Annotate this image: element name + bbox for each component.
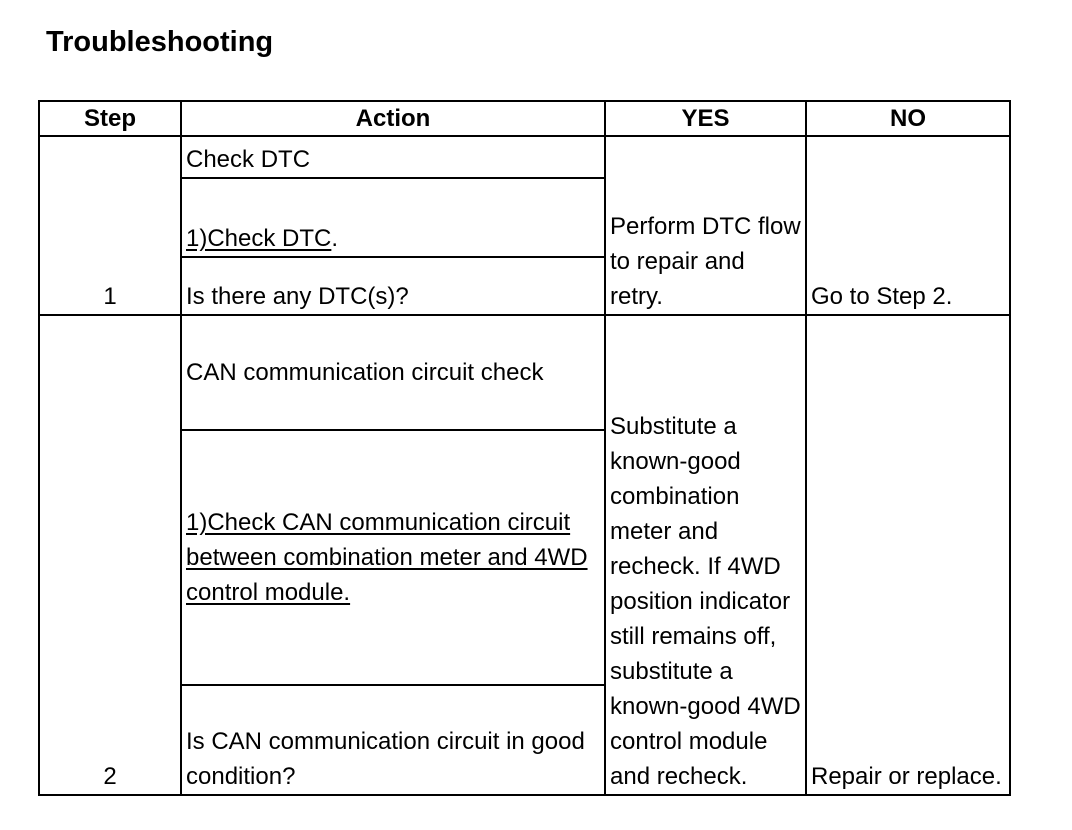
action-question: Is there any DTC(s)? — [181, 257, 605, 315]
action-instruction-text: 1)Check DTC — [186, 225, 332, 252]
column-header-no: NO — [806, 101, 1010, 136]
action-instruction-suffix: . — [331, 225, 339, 252]
yes-result: Substitute a known-good combination meter and recheck. If 4WD position indicator still remains off, substitute a known-good 4WD control module and recheck. — [605, 315, 806, 795]
action-instruction — [181, 430, 605, 685]
step-number: 1 — [39, 136, 181, 315]
action-instruction — [181, 178, 605, 257]
table-row — [39, 315, 1010, 430]
action-instruction-text: 1)Check CAN communication circuit between combination meter and 4WD control module. — [186, 509, 588, 606]
table-row — [39, 136, 1010, 178]
no-result: Go to Step 2. — [806, 136, 1010, 315]
column-header-step: Step — [39, 101, 181, 136]
column-header-yes: YES — [605, 101, 806, 136]
no-result: Repair or replace. — [806, 315, 1010, 795]
action-heading: CAN communication circuit check — [181, 315, 605, 430]
step-number: 2 — [39, 315, 181, 795]
column-header-action: Action — [181, 101, 605, 136]
yes-result: Perform DTC flow to repair and retry. — [605, 136, 806, 315]
page-title: Troubleshooting — [46, 26, 274, 58]
action-heading: Check DTC — [181, 136, 605, 178]
troubleshooting-table — [38, 100, 1011, 796]
table-header-row — [39, 101, 1010, 136]
action-question: Is CAN communication circuit in good condition? — [181, 685, 605, 795]
